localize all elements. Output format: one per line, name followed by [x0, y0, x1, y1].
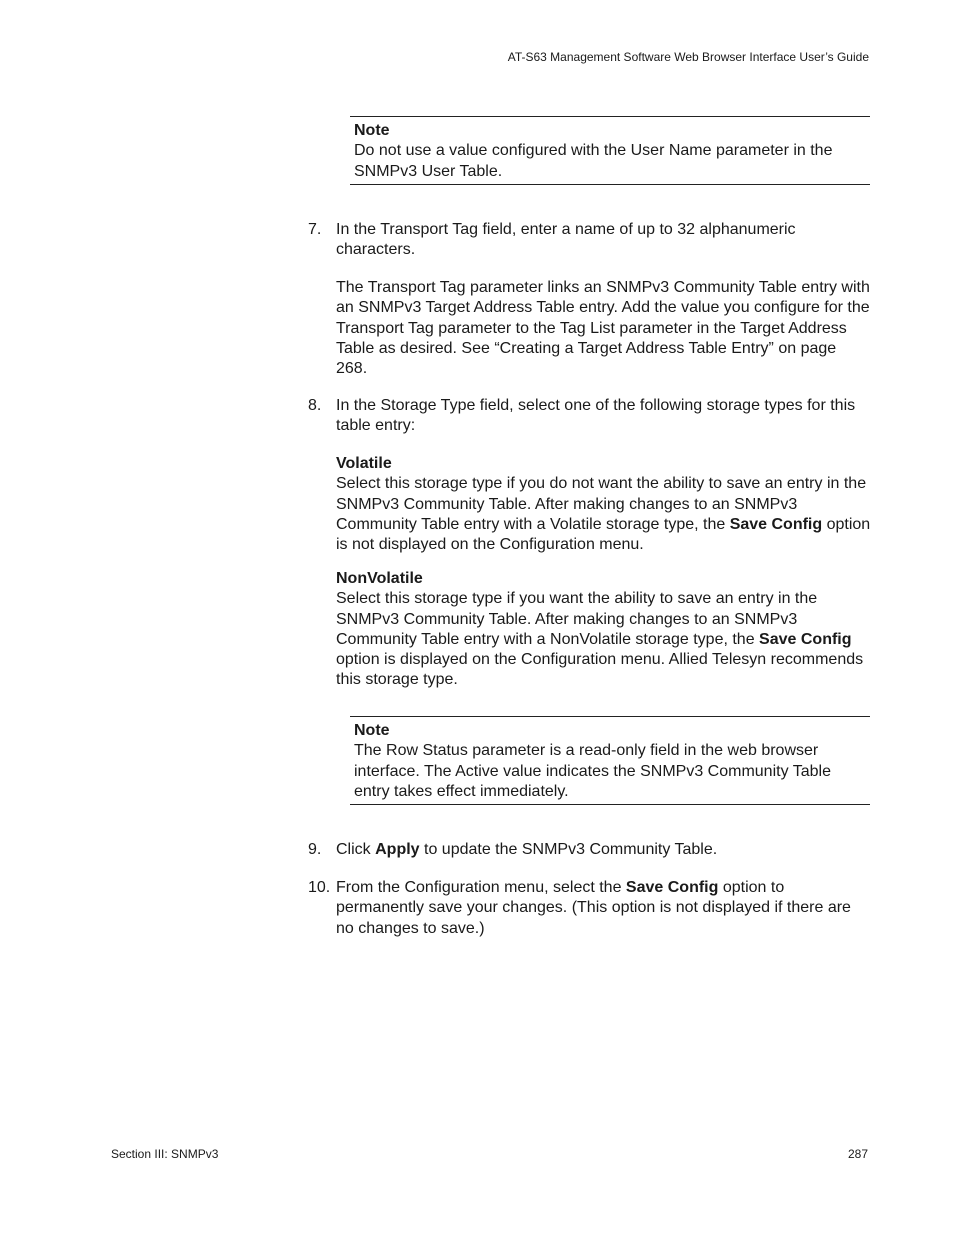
save-config-term: Save Config [729, 515, 823, 533]
volatile-definition [336, 454, 871, 555]
step-number: 9. [308, 841, 322, 858]
nonvolatile-term: NonVolatile [336, 570, 423, 587]
note-text: The Row Status parameter is a read-only field in the web browser interface. The Active value indicates the SNMPv3 Community Table entry takes effect immediately. [354, 742, 831, 800]
step-number: 8. [308, 397, 322, 414]
step-text: In the Storage Type field, select one of the following storage types for this table entry: [336, 397, 856, 435]
note-box-user-name [350, 116, 870, 185]
footer-section: Section III: SNMPv3 [111, 1147, 219, 1161]
step-9 [308, 840, 873, 860]
step-text: From the Configuration menu, select the Save Config option to permanently save your changes. (This option is not displayed if there are no changes to save.) [336, 879, 851, 937]
apply-term: Apply [375, 841, 420, 858]
save-config-term: Save Config [625, 879, 719, 896]
running-header: AT-S63 Management Software Web Browser Interface User’s Guide [507, 50, 869, 64]
note-text: Do not use a value configured with the User Name parameter in the SNMPv3 User Table. [354, 142, 833, 180]
step-number: 10. [308, 879, 331, 896]
step-text: Click Apply to update the SNMPv3 Community Table. [336, 841, 718, 858]
page-number: 287 [847, 1147, 868, 1161]
step-7 [308, 220, 873, 261]
nonvolatile-definition [336, 569, 871, 691]
nonvolatile-description: Select this storage type if you want the ability to save an entry in the SNMPv3 Community Table. After making changes to an SNMPv3 Community Table entry with a NonVolatile storage type, the Save Config option is displayed on the Configuration menu. Allied Telesyn recommends this storage type. [336, 590, 864, 689]
volatile-term: Volatile [336, 455, 392, 472]
note-title: Note [354, 722, 390, 739]
note-box-row-status [350, 716, 870, 805]
note-title: Note [354, 122, 390, 139]
step-7-detail: The Transport Tag parameter links an SNMPv3 Community Table entry with an SNMPv3 Target Address Table entry. Add the value you configure for the Transport Tag parameter to the Tag List parameter in the Target Address Table as desired. See “Creating a Target Address Table Entry” on page 268. [336, 279, 870, 378]
step-number: 7. [308, 221, 322, 238]
step-8 [308, 396, 873, 437]
volatile-description: Select this storage type if you do not want the ability to save an entry in the SNMPv3 Community Table. After making changes to an SNMPv3 Community Table entry with a Volatile storage type, the Save Config option is not displayed on the Configuration menu. [336, 475, 871, 554]
step-text: In the Transport Tag field, enter a name of up to 32 alphanumeric characters. [336, 221, 796, 259]
save-config-term: Save Config [759, 630, 852, 648]
step-10 [308, 878, 873, 939]
